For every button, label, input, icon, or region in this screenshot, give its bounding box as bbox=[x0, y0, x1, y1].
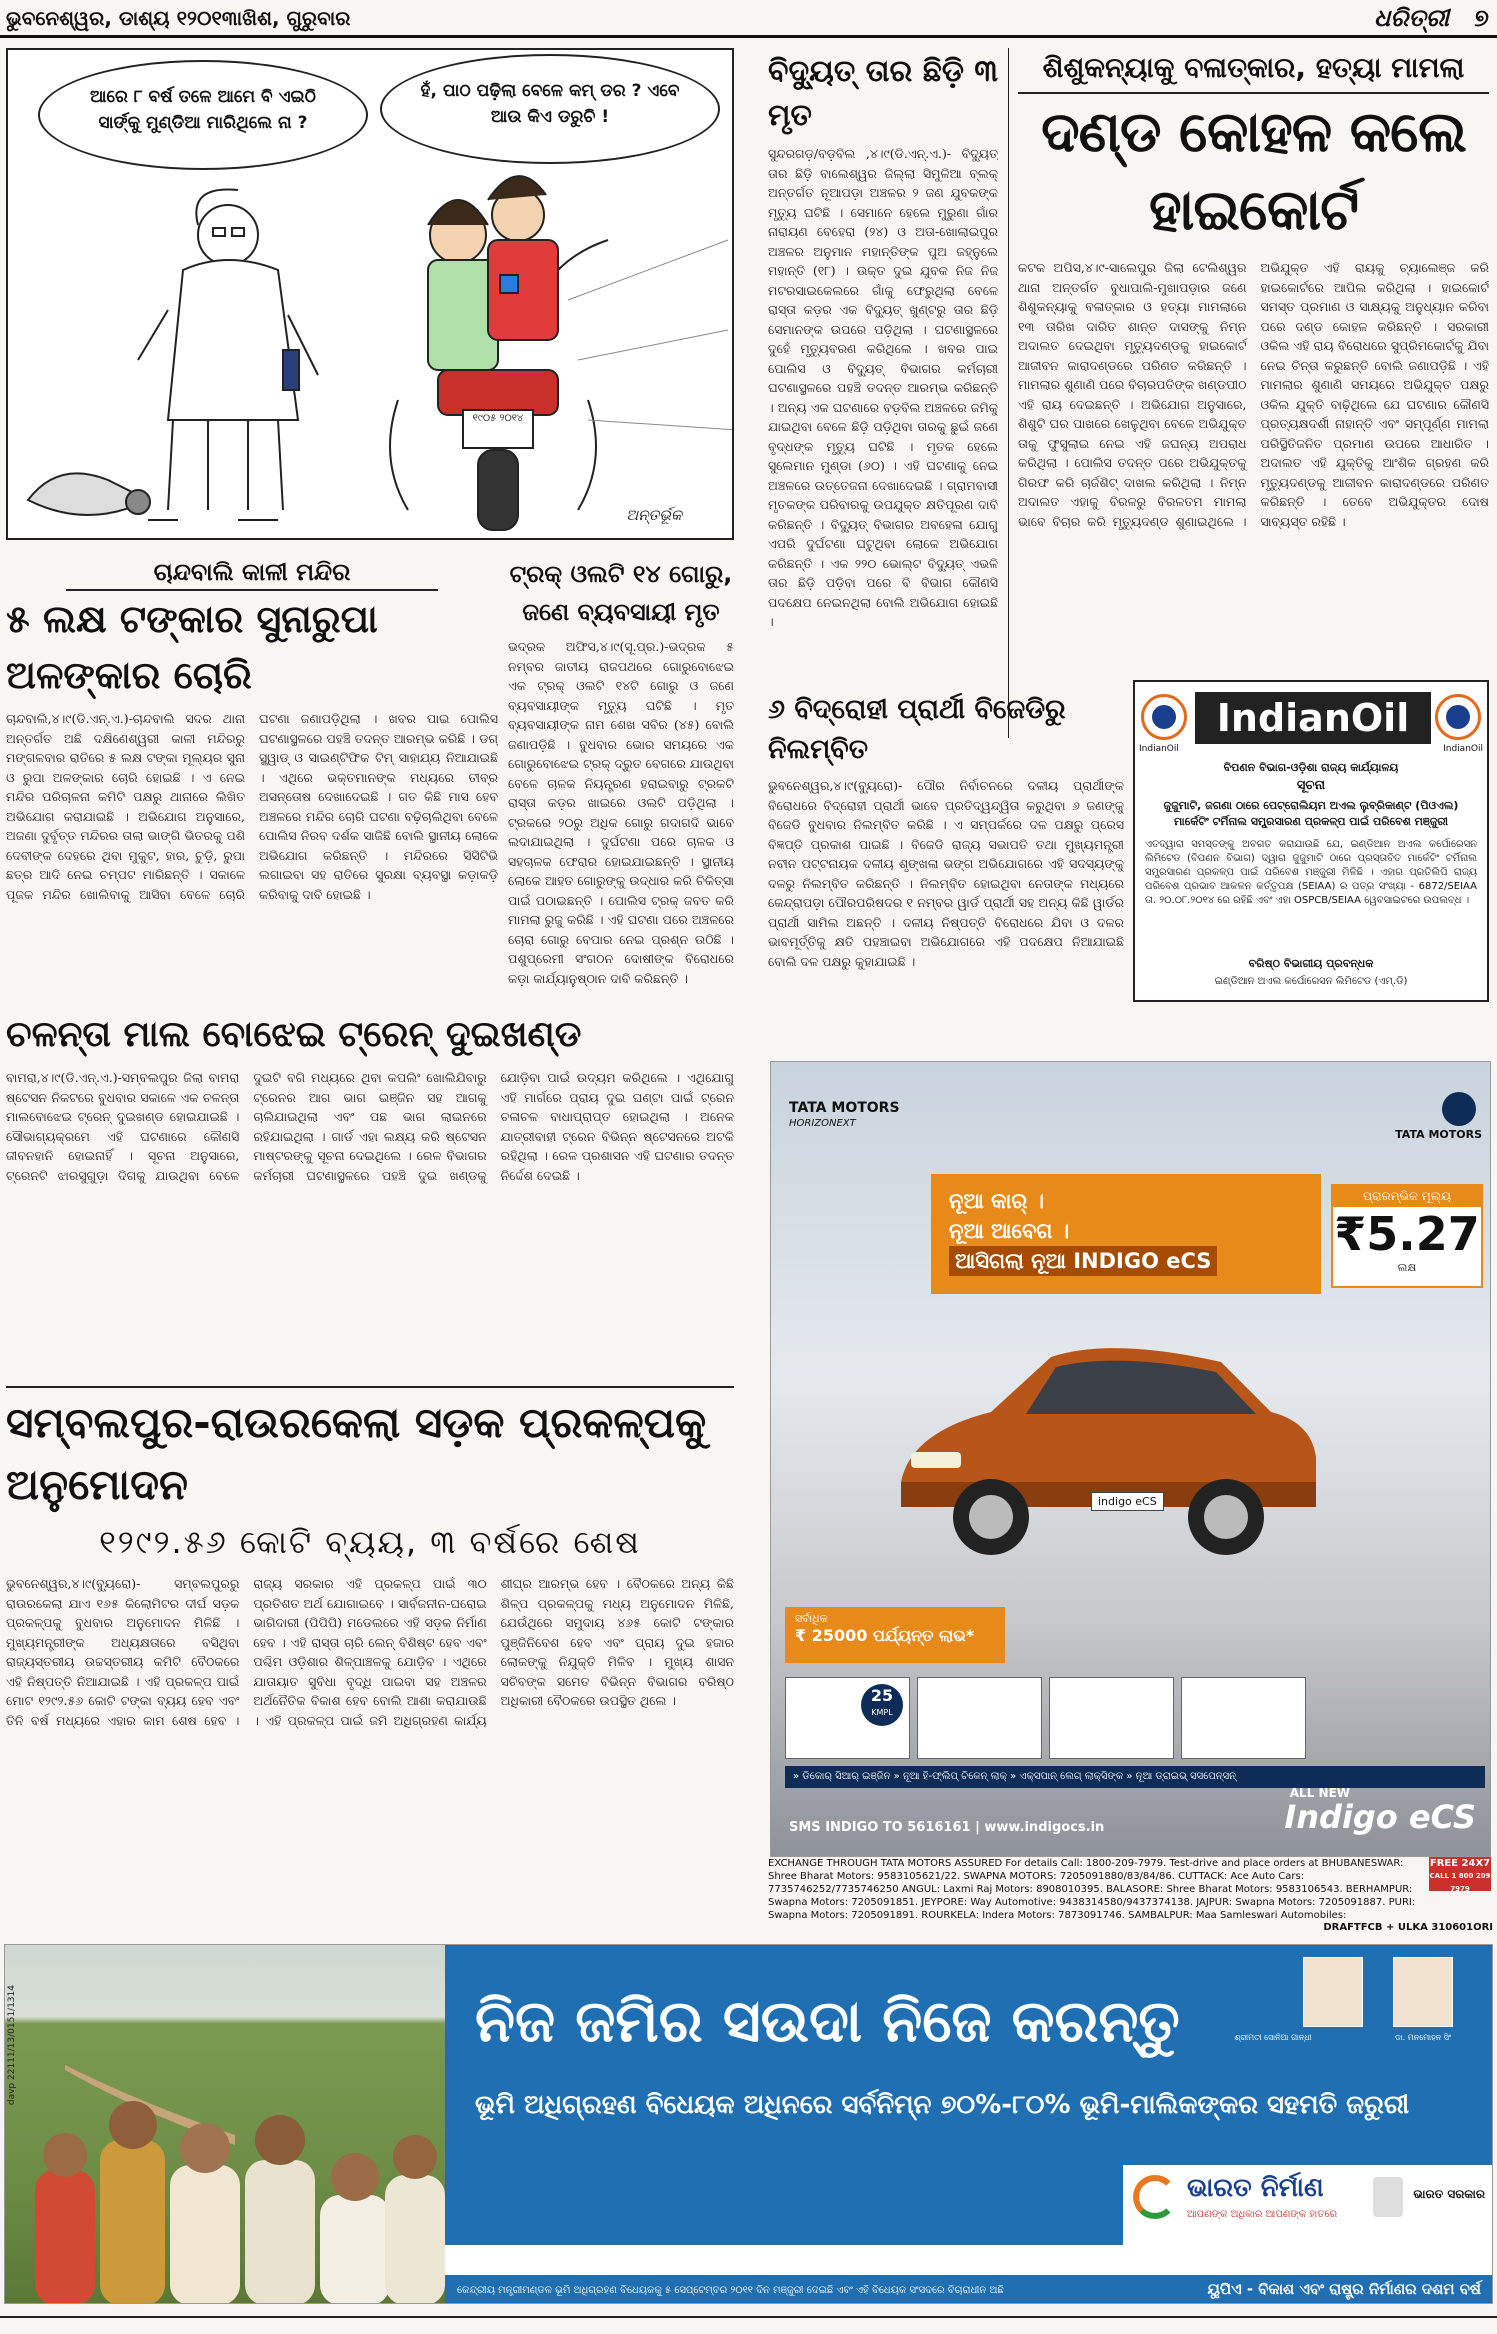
bharat-nirman-logo-box bbox=[1123, 2165, 1493, 2245]
leader-photo-2 bbox=[1393, 1957, 1453, 2027]
article-bjd-rebels bbox=[768, 690, 1124, 1002]
notice-body: ଏତଦ୍ୱାରା ସମସ୍ତଙ୍କୁ ଅବଗତ କରାଯାଉଛି ଯେ, ଇଣ୍ଡିଆନ ଅଏଲ କର୍ପୋରେସନ ଲିମିଟେଡ (ବିପଣନ ବିଭାଗ) ଦ୍ୱାରା ଜୁଜୁମାଟି ଠାରେ ପ୍ରସ୍ତାବିତ ମାର୍କେଟିଂ ଟର୍ମିନାଲ ସମ୍ପ୍ରସାରଣ ପ୍ରକଳ୍ପ ପାଇଁ ପରିବେଶ ମଞ୍ଜୁରୀ ମିଳିଛି । ଏହାର ପ୍ରତିଲିପି ରାଜ୍ୟ ପରିବେଶ ପ୍ରଭାବ ଆକଳନ କର୍ତ୍ତୃପକ୍ଷ (SEIAA) ର ପତ୍ର ସଂଖ୍ୟା - 6872/SEIAA ତା. ୨୦.୦୮.୨୦୧୪ ରେ ରହିଛି ଏବଂ ଏହା OSPCB/SEIAA ୱେବସାଇଟରେ ଉପଲବ୍ଧ । bbox=[1145, 839, 1477, 906]
banner-line-2: ନୂଆ ଆବେଗ । bbox=[949, 1219, 1070, 1243]
govt-name: ଭାରତ ସରକାର bbox=[1413, 2187, 1485, 2201]
dealer-text: EXCHANGE THROUGH TATA MOTORS ASSURED For details Call: 1800-209-7979. Test-drive and place orders at BHUBANESWAR: Shree Bharat Motors: 9583105621/22. SWAPNA MOTORS: 7205091880/83/84/86. CUTTACK: Ace Auto Cars: 7735746252/7735746250 ANGUL: Laxmi Raj Motors: 8908010395. BALASORE: Shree Bharat Motors: 9583106543. BERHAMPUR: Swapna Motors: 7205091851. JEYPORE: Way Automotive: 9438314580/9437374138. JAJPUR: Swapna Motors: 7205091887. PURI: Swapna Motors: 7205091891. ROURKELA: Indera Motors: 7873091746. SAMBALPUR: Maa Samleswari Automobiles: bbox=[768, 1858, 1416, 1921]
logo-label: IndianOil bbox=[1443, 744, 1483, 754]
free-call-badge bbox=[1429, 1857, 1491, 1891]
speech-bubble-left: ଆରେ ୮ ବର୍ଷ ତଳେ ଆମେ ବି ଏଇଠି ସାର୍ଙ୍କୁ ମୁଣ୍ଡିଆ ମାରିଥିଲେ ନା ? bbox=[38, 60, 368, 170]
tata-indigo-ad bbox=[770, 1061, 1491, 1857]
tata-brand-sub: HORIZONEXT bbox=[789, 1118, 856, 1129]
model-logo: Indigo eCS bbox=[1284, 1798, 1476, 1836]
headline: ଚଳନ୍ତା ମାଲ ବୋଝେଇ ଟ୍ରେନ୍ ଦୁଇଖଣ୍ଡ bbox=[6, 1014, 582, 1055]
offer-top: ସର୍ବାଧିକ bbox=[795, 1612, 828, 1625]
article-body: ସୁନ୍ଦରଗଡ଼/ବଡ଼ବିଲ ,୪।୯(ଡି.ଏନ୍.ଏ.)- ବିଦ୍ୟୁତ୍ ତାର ଛିଡ଼ି ବାଲେଶ୍ୱର ଜିଲ୍ଲା ସିମୁଳିଆ ବ୍ଲକ୍ ଅନ୍ତର୍ଗତ ନୂଆପଡ଼ା ଅଞ୍ଚଳର ୨ ଜଣ ଯୁବକଙ୍କ ମୃତ୍ୟୁ ଘଟିଛି । ସେମାନେ ହେଲେ ମୁରୁଣା ଗାଁର ନାରାୟଣ ବେହେରା (୨୪) ଓ ଅତା-ଖୋଲାଇପୁର ଅଞ୍ଚଳର ଅନୁମାନ ମହାନ୍ତିଙ୍କ ପୁଅ ଜହ୍ନୁଲେ ମହାନ୍ତି (୧୮) । ଉକ୍ତ ଦୁଇ ଯୁବକ ନିଜ ନିଜ ମଟରସାଇକେଲରେ ଗାଁକୁ ଫେରୁଥିଲା ବେଳେ ରାସ୍ତା କଡ଼ର ଏକ ବିଦ୍ୟୁତ୍ ଖୁଣ୍ଟରୁ ତାର ଛିଡ଼ି ସେମାନଙ୍କ ଉପରେ ପଡ଼ିଥିଲା । ଘଟଣାସ୍ଥଳରେ ଦୁହେଁ ମୃତ୍ୟୁବରଣ କରିଥିଲେ । ଖବର ପାଇ ପୋଲିସ ଓ ବିଦ୍ୟୁତ୍ ବିଭାଗର କର୍ମଚାରୀ ଘଟଣାସ୍ଥଳରେ ପହଞ୍ଚି ତଦନ୍ତ ଆରମ୍ଭ କରିଛନ୍ତି । ଅନ୍ୟ ଏକ ଘଟଣାରେ ବଡ଼ବିଲ ଅଞ୍ଚଳରେ ଜମିକୁ ଯାଇଥିବା ବେଳେ ଛିଡ଼ି ପଡ଼ିଥିବା ତାରକୁ ଛୁଇଁ ଜଣେ ବୃଦ୍ଧଙ୍କ ମୃତ୍ୟୁ ଘଟିଛି । ମୃତକ ହେଲେ ସୁଲେମାନ ମୁଣ୍ଡା (୬୦) । ଏହି ଘଟଣାକୁ ନେଇ ଅଞ୍ଚଳରେ ଉତ୍ତେଜନା ଦେଖାଦେଇଛି । ଗ୍ରାମବାସୀ ମୃତକଙ୍କ ପରିବାରକୁ ଉପଯୁକ୍ତ କ୍ଷତିପୂରଣ ଦାବି କରିଛନ୍ତି । ବିଦ୍ୟୁତ୍ ବିଭାଗର ଅବହେଳା ଯୋଗୁ ଏପରି ଦୁର୍ଘଟଣା ଘଟୁଥିବା ଲୋକେ ଅଭିଯୋଗ କରିଛନ୍ତି । ଏକ ୨୨୦ ଭୋଲ୍ଟ ବିଦ୍ୟୁତ୍ ଏଭଳି ତାର ଛିଡ଼ି ପଡ଼ିବା ପରେ ବି ବିଭାଗ କୌଣସି ପଦକ୍ଷେପ ନେଇନଥିଲା ବୋଲି ଅଭିଯୋଗ ହୋଇଛି । bbox=[768, 146, 998, 629]
headline-banner bbox=[931, 1174, 1321, 1294]
price-label: ପ୍ରାରମ୍ଭିକ ମୂଲ୍ୟ bbox=[1333, 1186, 1481, 1207]
article-train bbox=[6, 1008, 734, 1378]
price-box bbox=[1331, 1184, 1483, 1288]
all-new-label: ALL NEW bbox=[1289, 1786, 1350, 1800]
article-body: ଭଦ୍ରକ ଅଫିସ,୪।୯(ସୂ.ପ୍ର.)-ଭଦ୍ରକ ୫ ନମ୍ବର ଜାତୀୟ ରାଜପଥରେ ଗୋରୁବୋଝେଇ ଏକ ଟ୍ରକ୍ ଓଲଟି ୧୪ଟି ଗୋରୁ ଓ ଜଣେ ବ୍ୟବସାୟୀଙ୍କ ମୃତ୍ୟୁ ଘଟିଛି । ମୃତ ବ୍ୟବସାୟୀଙ୍କ ନାମ ଶେଖ ସବିର (୪୫) ବୋଲି ଜଣାପଡ଼ିଛି । ବୁଧବାର ଭୋର ସମୟରେ ଏକ ଗୋରୁବୋଝେଇ ଟ୍ରକ୍ ଦ୍ରୁତ ବେଗରେ ଯାଉଥିବା ବେଳେ ଚାଳକ ନିୟନ୍ତ୍ରଣ ହରାଇବାରୁ ଟ୍ରକଟି ରାସ୍ତା କଡ଼ର ଖାଇରେ ଓଲଟି ପଡ଼ିଥିଲା । ଟ୍ରକରେ ୨୦ରୁ ଅଧିକ ଗୋରୁ ଗଦାଗଦି ଭାବେ ଲଦାଯାଇଥିଲା । ଦୁର୍ଘଟଣା ପରେ ଚାଳକ ଓ ସହଚାଳକ ଫେରାର ହୋଇଯାଇଛନ୍ତି । ସ୍ଥାନୀୟ ଲୋକେ ଆହତ ଗୋରୁଙ୍କୁ ଉଦ୍ଧାର କରି ଚିକିତ୍ସା ପାଇଁ ପଠାଇଛନ୍ତି । ପୋଲିସ ଟ୍ରକ୍ ଜବତ କରି ମାମଲା ରୁଜୁ କରିଛି । ଏହି ଘଟଣା ପରେ ଅଞ୍ଚଳରେ ଚୋରା ଗୋରୁ ବେପାର ନେଇ ପ୍ରଶ୍ନ ଉଠିଛି । ପଶୁପ୍ରେମୀ ସଂଗଠନ ଦୋଷୀଙ୍କ ବିରୋଧରେ କଡ଼ା କାର୍ଯ୍ୟାନୁଷ୍ଠାନ ଦାବି କରିଛନ୍ତି । bbox=[508, 639, 734, 986]
strip-left: କେନ୍ଦ୍ରୀୟ ମନ୍ତ୍ରୀମଣ୍ଡଳ ଭୂମି ଅଧିଗ୍ରହଣ ବିଧେୟକକୁ ୫ ସେପ୍ଟେମ୍ବର ୨୦୧୧ ଦିନ ମଞ୍ଜୁରୀ ଦେଇଛି ଏବଂ ଏହି ବିଧେୟକ ସଂସଦରେ ବିଚାରାଧୀନ ଅଛି bbox=[457, 2285, 1004, 2296]
emblem-icon bbox=[1373, 2177, 1403, 2217]
newspaper-name: ଧରିତ୍ରୀ bbox=[1374, 4, 1449, 32]
feature-seats bbox=[917, 1677, 1042, 1759]
kicker: ଶିଶୁକନ୍ୟାକୁ ବଳାତ୍କାର, ହତ୍ୟା ମାମଲା bbox=[1018, 48, 1489, 94]
article-body: ବାମରା,୪।୯(ଡି.ଏନ୍.ଏ.)-ସମ୍ବଲପୁର ଜିଲା ବାମରା ଷ୍ଟେସନ ନିକଟରେ ବୁଧବାର ସକାଳେ ଏକ ଚଳନ୍ତା ମାଲବୋଝେଇ ଟ୍ରେନ୍ ଦୁଇଖଣ୍ଡ ହୋଇଯାଇଛି । ସୌଭାଗ୍ୟକ୍ରମେ ଏହି ଘଟଣାରେ କୌଣସି ଜୀବନହାନି ହୋଇନାହିଁ । ସୂଚନା ଅନୁସାରେ, ଟ୍ରେନଟି ଝାରସୁଗୁଡ଼ା ଦିଗକୁ ଯାଉଥିବା ବେଳେ ଦୁଇଟି ବଗି ମଧ୍ୟରେ ଥିବା କପଲିଂ ଖୋଲିଯିବାରୁ ଟ୍ରେନର ଆଗ ଭାଗ ଇଞ୍ଜିନ ସହ ଆଗକୁ ଚାଲିଯାଇଥିଲା ଏବଂ ପଛ ଭାଗ ଲାଇନରେ ରହିଯାଇଥିଲା । ଗାର୍ଡ ଏହା ଲକ୍ଷ୍ୟ କରି ଷ୍ଟେସନ ମାଷ୍ଟରଙ୍କୁ ସୂଚନା ଦେଇଥିଲେ । ରେଳ ବିଭାଗର କର୍ମଚାରୀ ଘଟଣାସ୍ଥଳରେ ପହଞ୍ଚି ଦୁଇ ଖଣ୍ଡକୁ ଯୋଡ଼ିବା ପାଇଁ ଉଦ୍ୟମ କରିଥିଲେ । ଏଥିଯୋଗୁ ଏହି ମାର୍ଗରେ ପ୍ରାୟ ଦୁଇ ଘଣ୍ଟା ପାଇଁ ଟ୍ରେନ ଚଳାଚଳ ବାଧାପ୍ରାପ୍ତ ହୋଇଥିଲା । ଅନେକ ଯାତ୍ରୀବାହୀ ଟ୍ରେନ ବିଭିନ୍ନ ଷ୍ଟେସନରେ ଅଟକି ରହିଥିଲା । ରେଳ ପ୍ରଶାସନ ଏହି ଘଟଣାର ତଦନ୍ତ ନିର୍ଦ୍ଦେଶ ଦେଇଛି । bbox=[6, 1070, 734, 1183]
headline: ବିଦ୍ୟୁତ୍ ତାର ଛିଡ଼ି ୩ ମୃତ bbox=[768, 54, 998, 133]
ad-footer-strip bbox=[445, 2275, 1493, 2303]
free-label: FREE 24X7 bbox=[1429, 1858, 1491, 1869]
feature-list: » ଡିକୋର୍ ସିଆର୍ ଇଞ୍ଜିନ » ନୂଆ ହି-ଫ୍ଲିପ୍ ଚିକେନ୍ ଲାକ୍ » ଏକ୍ସପାନ୍ ଲେଗ୍ ଲାକ୍ସିଙ୍କ » ନୂଆ ଡ୍ରାଇଭ୍ ସସପେନ୍ସନ୍ bbox=[785, 1766, 1485, 1788]
leader-caption-2: ଡା. ମନମୋହନ ସିଂ bbox=[1394, 2033, 1452, 2042]
cartoonist-signature: ଅନ୍ତର୍ଭୂକ bbox=[626, 506, 682, 524]
tata-logo-text: TATA MOTORS bbox=[1395, 1128, 1482, 1141]
headline: ୫ ଲକ୍ଷ ଟଙ୍କାର ସୁନାରୁପା ଅଳଙ୍କାର ଚୋରି bbox=[6, 597, 378, 697]
headline: ଦଣ୍ଡ କୋହଳ କଲେ ହାଇକୋର୍ଟ bbox=[1041, 100, 1466, 243]
strip-right: ୟୁପିଏ - ବିକାଶ ଏବଂ ରାଷ୍ଟ୍ର ନିର୍ମାଣର ଦଶମ ବର୍ଷ bbox=[1207, 2280, 1481, 2298]
banner-line-3: ଆସିଗଲା ନୂଆ INDIGO eCS bbox=[949, 1246, 1217, 1276]
car-image bbox=[881, 1312, 1321, 1582]
notice-signer: ବରିଷ୍ଠ ବିଭାଗୀୟ ପ୍ରବନ୍ଧକ bbox=[1248, 957, 1374, 970]
mileage-badge bbox=[861, 1684, 903, 1726]
speech-bubble-right: ହଁ, ପାଠ ପଢ଼ିଲା ବେଳେ କମ୍ ଡର ? ଏବେ ଆଉ କିଏ ଡରୁଚି ! bbox=[380, 54, 720, 164]
agency-code: DRAFTFCB + ULKA 310601ORI bbox=[1323, 1922, 1493, 1933]
headline: ସମ୍ବଲପୁର-ରାଉରକେଲା ସଡ଼କ ପ୍ରକଳ୍ପକୁ ଅନୁମୋଦନ bbox=[6, 1398, 707, 1509]
price-value: ₹5.27 bbox=[1334, 1207, 1480, 1261]
column-rule bbox=[1008, 48, 1009, 738]
bharat-nirman-logo-icon bbox=[1133, 2175, 1177, 2219]
leader-caption-1: ଶ୍ରୀମତୀ ସୋନିଆ ଗାନ୍ଧୀ bbox=[1234, 2033, 1312, 2042]
brand-name: IndianOil bbox=[1195, 692, 1431, 744]
sms-line: SMS INDIGO TO 5616161 | www.indigocs.in bbox=[789, 1820, 1105, 1835]
notice-division: ବିପଣନ ବିଭାଗ-ଓଡ଼ିଶା ରାଜ୍ୟ କାର୍ଯ୍ୟାଳୟ bbox=[1223, 761, 1399, 774]
section-rule bbox=[6, 1386, 734, 1388]
article-high-court bbox=[1018, 48, 1489, 738]
banner-line-1: ନୂଆ କାର୍ । bbox=[949, 1189, 1045, 1213]
cartoon-drawing bbox=[8, 50, 732, 538]
headline: ୬ ବିଦ୍ରୋହୀ ପ୍ରାର୍ଥୀ ବିଜେଡିରୁ ନିଲମ୍ବିତ bbox=[768, 694, 1066, 765]
indianoil-notice bbox=[1133, 680, 1489, 1002]
article-temple-theft bbox=[6, 555, 498, 995]
program-tagline: ଆପଣଙ୍କ ଅଧିକାର ଆପଣଙ୍କ ହାତରେ bbox=[1187, 2209, 1338, 2220]
notice-title: ସୂଚନା bbox=[1296, 778, 1326, 793]
offer-box bbox=[785, 1607, 1005, 1663]
free-sub: CALL 1 800 209 7979 bbox=[1429, 1872, 1491, 1893]
feature-engine bbox=[785, 1677, 910, 1759]
feature-suspension bbox=[1181, 1677, 1306, 1759]
article-truck-accident bbox=[508, 555, 734, 995]
article-body: ଭୁବନେଶ୍ୱର,୪।୯(ବ୍ୟୁରୋ)- ସମ୍ବଲପୁରରୁ ରାଉରକେଲା ଯାଏ ୧୬୫ କିଲୋମିଟର ଦୀର୍ଘ ସଡ଼କ ପ୍ରକଳ୍ପକୁ ବୁଧବାର ଅନୁମୋଦନ ମିଳିଛି । ମୁଖ୍ୟମନ୍ତ୍ରୀଙ୍କ ଅଧ୍ୟକ୍ଷତାରେ ବସିଥିବା ରାଜ୍ୟସ୍ତରୀୟ ଉଚ୍ଚସ୍ତରୀୟ କମିଟି ବୈଠକରେ ଏହି ନିଷ୍ପତ୍ତି ନିଆଯାଇଛି । ଏହି ପ୍ରକଳ୍ପ ପାଇଁ ମୋଟ ୧୨୯୨.୫୬ କୋଟି ଟଙ୍କା ବ୍ୟୟ ହେବ ଏବଂ ତିନି ବର୍ଷ ମଧ୍ୟରେ ଏହାର କାମ ଶେଷ ହେବ । ରାଜ୍ୟ ସରକାର ଏହି ପ୍ରକଳ୍ପ ପାଇଁ ୩୦ ପ୍ରତିଶତ ଅର୍ଥ ଯୋଗାଇବେ । ସାର୍ବଜନୀନ-ଘରୋଇ ଭାଗିଦାରୀ (ପିପିପି) ମଡେଲରେ ଏହି ସଡ଼କ ନିର୍ମାଣ ହେବ । ଏହି ରାସ୍ତା ଚାରି ଲେନ୍ ବିଶିଷ୍ଟ ହେବ ଏବଂ ପଶ୍ଚିମ ଓଡ଼ିଶାର ଶିଳ୍ପାଞ୍ଚଳକୁ ଯୋଡ଼ିବ । ଏଥିରେ ଯାତାୟାତ ସୁବିଧା ବୃଦ୍ଧି ପାଇବା ସହ ଅଞ୍ଚଳର ଅର୍ଥନୈତିକ ବିକାଶ ହେବ ବୋଲି ଆଶା କରାଯାଉଛି । ଏହି ପ୍ରକଳ୍ପ ପାଇଁ ଜମି ଅଧିଗ୍ରହଣ କାର୍ଯ୍ୟ ଶୀଘ୍ର ଆରମ୍ଭ ହେବ । ବୈଠକରେ ଅନ୍ୟ କିଛି ଶିଳ୍ପ ପ୍ରକଳ୍ପକୁ ମଧ୍ୟ ଅନୁମୋଦନ ମିଳିଛି, ଯେଉଁଥିରେ ସମୁଦାୟ ୪୬୫ କୋଟି ଟଙ୍କାର ପୁଞ୍ଜିନିବେଶ ହେବ ଏବଂ ପ୍ରାୟ ଦୁଇ ହଜାର ଲୋକଙ୍କୁ ନିଯୁକ୍ତି ମିଳିବ । ମୁଖ୍ୟ ଶାସନ ସଚିବଙ୍କ ସମେତ ବିଭିନ୍ନ ବିଭାଗର ବରିଷ୍ଠ ଅଧିକାରୀ ବୈଠକରେ ଉପସ୍ଥିତ ଥିଲେ । bbox=[6, 1576, 734, 1728]
tata-brand: TATA MOTORS bbox=[789, 1100, 900, 1116]
number-plate: ୧୯୦୫ ୨୦୧୪ bbox=[472, 413, 524, 424]
logo-label: IndianOil bbox=[1139, 744, 1179, 754]
tata-fine-print bbox=[768, 1857, 1493, 1937]
article-electrocution bbox=[768, 50, 998, 750]
article-body: ଚାନ୍ଦବାଲି,୪।୯(ଡି.ଏନ୍.ଏ.)-ଚାନ୍ଦବାଲି ସଦର ଥାନା ଅନ୍ତର୍ଗତ ଅଛି ଦକ୍ଷିଣେଶ୍ୱରୀ କାଳୀ ମନ୍ଦିରରୁ ମଙ୍ଗଳବାର ରାତିରେ ୫ ଲକ୍ଷ ଟଙ୍କା ମୂଲ୍ୟର ସୁନା ଓ ରୁପା ଅଳଙ୍କାର ଚୋରି ହୋଇଛି । ଏ ନେଇ ମନ୍ଦିର ପରିଚାଳନା କମିଟି ପକ୍ଷରୁ ଥାନାରେ ଲିଖିତ ଅଭିଯୋଗ କରାଯାଇଛି । ଅଭିଯୋଗ ଅନୁସାରେ, ଅଜଣା ଦୁର୍ବୃତ୍ତ ମନ୍ଦିରର ତାଲା ଭାଙ୍ଗି ଭିତରକୁ ପଶି ଦେବୀଙ୍କ ଦେହରେ ଥିବା ମୁକୁଟ, ହାର, ଚୁଡ଼ି, ରୁପା ଛତ୍ର ଆଦି ନେଇ ଚମ୍ପଟ ମାରିଛନ୍ତି । ସକାଳେ ପୂଜକ ମନ୍ଦିର ଖୋଲିବାକୁ ଆସିବା ବେଳେ ଚୋରି ଘଟଣା ଜଣାପଡ଼ିଥିଲା । ଖବର ପାଇ ପୋଲିସ ଘଟଣାସ୍ଥଳରେ ପହଞ୍ଚି ତଦନ୍ତ ଆରମ୍ଭ କରିଛି । ଡଗ୍ ସ୍କ୍ୱାଡ୍ ଓ ସାଇଣ୍ଟିଫିକ ଟିମ୍ ସାହାଯ୍ୟ ନିଆଯାଇଛି । ଏଥିରେ ଭକ୍ତମାନଙ୍କ ମଧ୍ୟରେ ତୀବ୍ର ଅସନ୍ତୋଷ ଦେଖାଦେଇଛି । ଗତ କିଛି ମାସ ହେବ ଅଞ୍ଚଳରେ ମନ୍ଦିର ଚୋରି ଘଟଣା ବଢ଼ିଚାଲିଥିବା ବେଳେ ପୋଲିସ ନିରବ ଦର୍ଶକ ସାଜିଛି ବୋଲି ସ୍ଥାନୀୟ ଲୋକେ ଅଭିଯୋଗ କରିଛନ୍ତି । ମନ୍ଦିରରେ ସିସିଟିଭି ଲଗାଇବା ସହ ରାତିରେ ସୁରକ୍ଷା ବ୍ୟବସ୍ଥା କଡ଼ାକଡ଼ି କରିବାକୁ ଦାବି ହୋଇଛି । bbox=[6, 711, 498, 902]
feature-dashboard bbox=[1049, 1677, 1174, 1759]
subheadline: ୧୨୯୨.୫୬ କୋଟି ବ୍ୟୟ, ୩ ବର୍ଷରେ ଶେଷ bbox=[99, 1523, 641, 1561]
notice-signer-org: ଇଣ୍ଡିଆନ ଅଏଲ କର୍ପୋରେସନ ଲିମିଟେଡ (ଏମ୍.ଡି) bbox=[1214, 976, 1408, 987]
article-body: ଭୁବନେଶ୍ୱର,୪।୯(ବ୍ୟୁରୋ)- ପୌର ନିର୍ବାଚନରେ ଦଳୀୟ ପ୍ରାର୍ଥୀଙ୍କ ବିରୋଧରେ ବିଦ୍ରୋହୀ ପ୍ରାର୍ଥୀ ଭାବେ ପ୍ରତିଦ୍ୱନ୍ଦ୍ୱିତା କରୁଥିବା ୬ ଜଣଙ୍କୁ ବିଜେଡି ବୁଧବାର ନିଲମ୍ବିତ କରିଛି । ଏ ସମ୍ପର୍କରେ ଦଳ ପକ୍ଷରୁ ପ୍ରେସ ବିଜ୍ଞପ୍ତି ପ୍ରକାଶ ପାଇଛି । ବିଜେଡି ରାଜ୍ୟ ସଭାପତି ତଥା ମୁଖ୍ୟମନ୍ତ୍ରୀ ନବୀନ ପଟ୍ଟନାୟକ ଦଳୀୟ ଶୃଙ୍ଖଳା ଭଙ୍ଗ ଅଭିଯୋଗରେ ଏହି ସଦସ୍ୟଙ୍କୁ ଦଳରୁ ନିଲମ୍ବିତ କରିଛନ୍ତି । ନିଲମ୍ବିତ ହୋଇଥିବା ନେତାଙ୍କ ମଧ୍ୟରେ କେନ୍ଦ୍ରାପଡ଼ା ପୌରପରିଷଦର ୧ ନମ୍ବର ୱାର୍ଡ ପ୍ରାର୍ଥୀ ସହ ଅନ୍ୟ କିଛି ୱାର୍ଡର ପ୍ରାର୍ଥୀ ସାମିଲ ଅଛନ୍ତି । ଦଳୀୟ ନିଷ୍ପତ୍ତି ବିରୋଧରେ ଯିବା ଓ ଦଳର ଭାବମୂର୍ତ୍ତିକୁ କ୍ଷତି ପହଞ୍ଚାଇବା ଅଭିଯୋଗରେ ଏହି ପଦକ୍ଷେପ ନିଆଯାଇଛି ବୋଲି ଦଳ ପକ୍ଷରୁ କୁହାଯାଇଛି । bbox=[768, 778, 1124, 969]
indianoil-logo-icon bbox=[1141, 694, 1187, 740]
notice-subtitle: ଜୁଜୁମାଟି, ଜଗଣା ଠାରେ ପେଟ୍ରୋଲିୟମ ଅଏଲ ଲୁବ୍ରିକାଣ୍ଟ (ପିଓଏଲ) ମାର୍କେଟିଂ ଟର୍ମିନାଲ ସମ୍ପ୍ରସାରଣ ପ୍ରକଳ୍ପ ପାଇଁ ପରିବେଶ ମଞ୍ଜୁରୀ bbox=[1163, 799, 1459, 828]
article-road-project bbox=[6, 1392, 734, 1932]
ad-headline: ନିଜ ଜମିର ସଉଦା ନିଜେ କରନ୍ତୁ bbox=[475, 1987, 1180, 2055]
headline: ଟ୍ରକ୍ ଓଲଟି ୧୪ ଗୋରୁ, ଜଣେ ବ୍ୟବସାୟୀ ମୃତ bbox=[509, 560, 733, 626]
price-unit: ଲକ୍ଷ bbox=[1397, 1261, 1417, 1274]
tata-logo-icon bbox=[1442, 1092, 1476, 1126]
page-number: ୭ bbox=[1474, 4, 1489, 32]
kicker: ଚାନ୍ଦବାଲି କାଳୀ ମନ୍ଦିର bbox=[66, 555, 438, 591]
car-badge: indigo eCS bbox=[1091, 1492, 1164, 1511]
mileage-value: 25 bbox=[870, 1686, 894, 1705]
article-body: କଟକ ଅପିସ,୪।୯-ସାଲେପୁର ଜିଲା ଟେଲିଶ୍ୱର ଥାନା ଅନ୍ତର୍ଗତ ବୁଧାପାଲି-ମୁଖାପଡ଼ାର ଜଣେ ଶିଶୁକନ୍ୟାକୁ ବଳାତ୍କାର ଓ ହତ୍ୟା ମାମଲାରେ ୧୩ ତାରିଖ ଦାରିତ ଶାନ୍ତ ଦାସଙ୍କୁ ନିମ୍ନ ଅଦାଲତ ଦେଇଥିବା ମୃତ୍ୟୁଦଣ୍ଡକୁ ହାଇକୋର୍ଟ ଆଜୀବନ କାରାଦଣ୍ଡରେ ପରିଣତ କରିଛନ୍ତି । ମାମଲାର ଶୁଣାଣି ପରେ ବିଚାରପତିଙ୍କ ଖଣ୍ଡପୀଠ ଏହି ରାୟ ଦେଇଛନ୍ତି । ଅଭିଯୋଗ ଅନୁସାରେ, ଶିଶୁଟି ଘର ପାଖରେ ଖେଳୁଥିବା ବେଳେ ଅଭିଯୁକ୍ତ ତାକୁ ଫୁସୁଲାଇ ନେଇ ଏହି ଜଘନ୍ୟ ଅପରାଧ କରିଥିଲା । ପୋଲିସ ତଦନ୍ତ ପରେ ଅଭିଯୁକ୍ତକୁ ଗିରଫ କରି ଚାର୍ଜଶିଟ୍ ଦାଖଲ କରିଥିଲା । ନିମ୍ନ ଅଦାଲତ ଏହାକୁ ବିରଳରୁ ବିରଳତମ ମାମଲା ଭାବେ ବିଚାର କରି ମୃତ୍ୟୁଦଣ୍ଡ ଶୁଣାଇଥିଲେ । ଅଭିଯୁକ୍ତ ଏହି ରାୟକୁ ଚ୍ୟାଲେଞ୍ଜ କରି ହାଇକୋର୍ଟରେ ଆପିଲ କରିଥିଲା । ହାଇକୋର୍ଟ ସମସ୍ତ ପ୍ରମାଣ ଓ ସାକ୍ଷ୍ୟକୁ ଅନୁଧ୍ୟାନ କରିବା ପରେ ଦଣ୍ଡ କୋହଳ କରିଛନ୍ତି । ସରକାରୀ ଓକିଲ ଏହି ରାୟ ବିରୋଧରେ ସୁପ୍ରିମକୋର୍ଟକୁ ଯିବା ନେଇ ଚିନ୍ତା କରୁଛନ୍ତି ବୋଲି ଜଣାପଡ଼ିଛି । ଏହି ମାମଲାର ଶୁଣାଣି ସମୟରେ ଅଭିଯୁକ୍ତ ପକ୍ଷରୁ ଓକିଲ ଯୁକ୍ତି ବାଢ଼ିଥିଲେ ଯେ ଘଟଣାର କୌଣସି ପ୍ରତ୍ୟକ୍ଷଦର୍ଶୀ ନାହାନ୍ତି ଏବଂ ସମ୍ପୂର୍ଣ୍ଣ ମାମଲା ପରିସ୍ଥିତିଜନିତ ପ୍ରମାଣ ଉପରେ ଆଧାରିତ । ଅଦାଲତ ଏହି ଯୁକ୍ତିକୁ ଆଂଶିକ ଗ୍ରହଣ କରି ମୃତ୍ୟୁଦଣ୍ଡକୁ ଆଜୀବନ କାରାଦଣ୍ଡରେ ପରିଣତ କରିଛନ୍ତି । ତେବେ ଅଭିଯୁକ୍ତର ଦୋଷ ସାବ୍ୟସ୍ତ ରହିଛି । bbox=[1018, 260, 1489, 529]
bharat-nirman-ad bbox=[4, 1944, 1493, 2304]
indianoil-logo-icon bbox=[1435, 694, 1481, 740]
page-header bbox=[0, 0, 1497, 38]
ad-code: davp 22111/13/0151/1314 bbox=[7, 1985, 17, 2106]
dateline: ଭୁବନେଶ୍ୱର, ଡାଶ୍ୟ ୧୨୦୧୩ାଖିଶ, ଗୁରୁବାର bbox=[6, 6, 351, 30]
editorial-cartoon bbox=[6, 48, 734, 540]
page-bottom-rule bbox=[0, 2316, 1497, 2318]
ad-subhead: ଭୂମି ଅଧିଗ୍ରହଣ ବିଧେୟକ ଅଧିନରେ ସର୍ବନିମ୍ନ ୭୦%-୮୦% ଭୂମି-ମାଲିକଙ୍କର ସହମତି ଜରୁରୀ bbox=[475, 2090, 1410, 2120]
offer-value: ₹ 25000 ପର୍ଯ୍ୟନ୍ତ ଲାଭ* bbox=[795, 1626, 975, 1645]
program-name: ଭାରତ ନିର୍ମାଣ bbox=[1187, 2173, 1324, 2203]
leader-photo-1 bbox=[1303, 1957, 1363, 2027]
mileage-unit: KMPL bbox=[871, 1708, 893, 1717]
farmers-photo bbox=[5, 1945, 445, 2303]
